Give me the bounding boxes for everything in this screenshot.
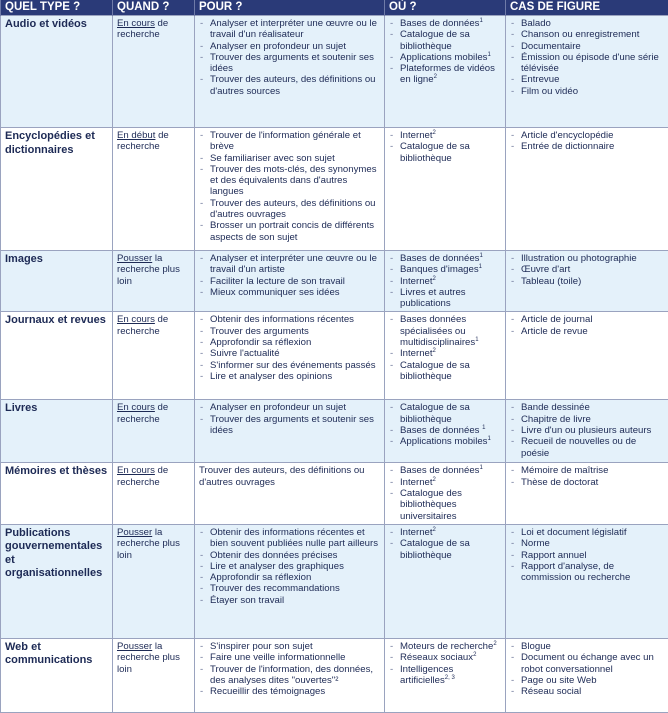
list-item: - Balado xyxy=(510,18,664,29)
list-item: - Documentaire xyxy=(510,41,664,52)
cell-ou xyxy=(385,312,506,400)
list-item: - Document ou échange avec un robot conversationnel xyxy=(510,652,664,675)
source-name: Bases de données xyxy=(400,18,479,29)
list-item: - Approfondir sa réflexion xyxy=(199,337,380,348)
footnote-marker: 1 xyxy=(479,264,482,270)
table-row xyxy=(1,638,668,712)
cell-pour xyxy=(195,524,385,638)
list-item: - Analyser et interpréter une œuvre ou le travail d'un réalisateur xyxy=(199,18,380,41)
list-item: - Analyser en profondeur un sujet xyxy=(199,402,380,413)
list-item: - Faciliter la lecture de son travail xyxy=(199,276,380,287)
footnote-marker: 2 xyxy=(433,276,436,282)
cell-type: Web et communications xyxy=(1,638,113,712)
footnote-marker: 2 xyxy=(433,348,436,354)
cell-cas xyxy=(506,463,668,524)
cell-pour xyxy=(195,463,385,524)
list-item: - Trouver des recommandations xyxy=(199,583,380,594)
list-item: - Rapport annuel xyxy=(510,550,664,561)
source-name: Plateformes de vidéos en ligne xyxy=(400,63,495,85)
cell-quand xyxy=(113,128,195,251)
list-item xyxy=(389,287,501,310)
list-item xyxy=(389,465,501,476)
list-item: - Thèse de doctorat xyxy=(510,477,664,488)
cell-pour xyxy=(195,128,385,251)
header-ou: OÙ ? xyxy=(385,0,506,16)
ou-list xyxy=(389,465,501,521)
list-item: - Page ou site Web xyxy=(510,675,664,686)
list-item xyxy=(389,402,501,425)
table-row xyxy=(1,400,668,463)
table-row xyxy=(1,128,668,251)
cell-cas xyxy=(506,638,668,712)
list-item: - Trouver des auteurs, des définitions ou d'autres sources xyxy=(199,74,380,97)
source-name: Bases de données xyxy=(400,465,479,476)
cell-ou xyxy=(385,400,506,463)
list-item: - Brosser un portrait concis de différents aspects de son sujet xyxy=(199,220,380,243)
cas-list xyxy=(510,465,664,488)
cell-type: Audio et vidéos xyxy=(1,16,113,128)
header-quand: QUAND ? xyxy=(113,0,195,16)
list-item: - Article de journal xyxy=(510,314,664,325)
source-name: Catalogue des bibliothèques universitaires xyxy=(400,488,462,522)
source-name: Internet xyxy=(400,477,433,488)
header-quel-type: QUEL TYPE ? xyxy=(1,0,113,16)
list-item xyxy=(389,141,501,164)
list-item: - Mieux communiquer ses idées xyxy=(199,287,380,298)
list-item xyxy=(389,538,501,561)
list-item: - S'inspirer pour son sujet xyxy=(199,641,380,652)
list-item: - Obtenir des données précises xyxy=(199,550,380,561)
pour-list xyxy=(199,641,380,697)
quand-keyword: Pousser xyxy=(117,253,152,264)
footnote-marker: 2, 3 xyxy=(445,675,455,681)
list-item: - Lire et analyser des graphiques xyxy=(199,561,380,572)
cell-ou xyxy=(385,638,506,712)
list-item: - Obtenir des informations récentes xyxy=(199,314,380,325)
list-item xyxy=(389,276,501,287)
list-item: - Lire et analyser des opinions xyxy=(199,371,380,382)
cell-quand xyxy=(113,400,195,463)
footnote-marker: 1 xyxy=(487,436,490,442)
cell-pour xyxy=(195,16,385,128)
cell-quand xyxy=(113,524,195,638)
ou-list xyxy=(389,130,501,164)
list-item: - Illustration ou photographie xyxy=(510,253,664,264)
cell-pour xyxy=(195,251,385,312)
list-item xyxy=(389,360,501,383)
source-name: Moteurs de recherche xyxy=(400,641,493,652)
cell-quand xyxy=(113,463,195,524)
source-name: Catalogue de sa bibliothèque xyxy=(400,402,470,424)
list-item: - Trouver de l'information générale et brève xyxy=(199,130,380,153)
cell-cas xyxy=(506,251,668,312)
ou-list xyxy=(389,18,501,86)
list-item: - Trouver des arguments et soutenir ses idées xyxy=(199,52,380,75)
source-name: Applications mobiles xyxy=(400,52,487,63)
list-item: - S'informer sur des événements passés xyxy=(199,360,380,371)
list-item xyxy=(389,477,501,488)
cas-list xyxy=(510,527,664,583)
quand-keyword: En cours xyxy=(117,314,155,325)
list-item: - Chapitre de livre xyxy=(510,414,664,425)
quand-keyword: Pousser xyxy=(117,641,152,652)
list-item: - Obtenir des informations récentes et bien souvent publiées nulle part ailleurs xyxy=(199,527,380,550)
cell-cas xyxy=(506,128,668,251)
cell-ou xyxy=(385,251,506,312)
list-item: - Trouver des mots-clés, des synonymes et des équivalents dans d'autres langues xyxy=(199,164,380,198)
list-item: - Mémoire de maîtrise xyxy=(510,465,664,476)
pour-list xyxy=(199,130,380,243)
list-item: - Trouver des auteurs, des définitions ou d'autres ouvrages xyxy=(199,198,380,221)
list-item xyxy=(389,29,501,52)
cell-ou xyxy=(385,463,506,524)
list-item: - Se familiariser avec son sujet xyxy=(199,153,380,164)
list-item xyxy=(389,264,501,275)
source-name: Internet xyxy=(400,130,433,141)
list-item: - Suivre l'actualité xyxy=(199,348,380,359)
list-item xyxy=(389,253,501,264)
list-item xyxy=(389,425,501,436)
cell-quand xyxy=(113,312,195,400)
pour-list xyxy=(199,402,380,436)
cas-list xyxy=(510,641,664,697)
list-item: - Tableau (toile) xyxy=(510,276,664,287)
list-item: - Article d'encyclopédie xyxy=(510,130,664,141)
quand-text: la recherche plus loin xyxy=(117,253,180,287)
cas-list xyxy=(510,314,664,337)
list-item: - Livre d'un ou plusieurs auteurs xyxy=(510,425,664,436)
cas-list xyxy=(510,18,664,97)
source-name: Internet xyxy=(400,276,433,287)
list-item xyxy=(389,348,501,359)
pour-list xyxy=(199,18,380,97)
list-item xyxy=(389,130,501,141)
cell-type: Encyclopédies et dictionnaires xyxy=(1,128,113,251)
list-item xyxy=(389,652,501,663)
footnote-marker: 2 xyxy=(433,130,436,136)
ou-list xyxy=(389,253,501,309)
footnote-marker: 2 xyxy=(433,477,436,483)
source-name: Réseaux sociaux xyxy=(400,652,473,663)
cell-ou xyxy=(385,128,506,251)
quand-keyword: Pousser xyxy=(117,527,152,538)
source-name: Catalogue de sa bibliothèque xyxy=(400,538,470,560)
footnote-marker: 2 xyxy=(473,652,476,658)
cell-ou xyxy=(385,524,506,638)
cas-list xyxy=(510,130,664,153)
list-item xyxy=(389,664,501,687)
list-item: - Entrée de dictionnaire xyxy=(510,141,664,152)
cell-type: Journaux et revues xyxy=(1,312,113,400)
list-item xyxy=(389,18,501,29)
footnote-marker: 1 xyxy=(479,253,482,259)
cell-quand xyxy=(113,251,195,312)
footnote-marker: 1 xyxy=(487,52,490,58)
quand-text: de recherche xyxy=(117,314,168,336)
header-cas-de-figure: CAS DE FIGURE xyxy=(506,0,668,16)
cas-list xyxy=(510,253,664,287)
cell-cas xyxy=(506,312,668,400)
quand-text: la recherche plus loin xyxy=(117,527,180,561)
list-item: - Trouver de l'information, des données, des analyses dites "ouvertes"² xyxy=(199,664,380,687)
table-row xyxy=(1,16,668,128)
list-item: - Œuvre d'art xyxy=(510,264,664,275)
cell-type: Livres xyxy=(1,400,113,463)
source-name: Internet xyxy=(400,348,433,359)
list-item: - Chanson ou enregistrement xyxy=(510,29,664,40)
footnote-marker: 2 xyxy=(433,527,436,533)
list-item: - Approfondir sa réflexion xyxy=(199,572,380,583)
list-item: - Émission ou épisode d'une série télévisée xyxy=(510,52,664,75)
ou-list xyxy=(389,402,501,447)
list-item: - Entrevue xyxy=(510,74,664,85)
footnote-marker: 2 xyxy=(434,74,437,80)
footnote-marker: 1 xyxy=(479,465,482,471)
list-item xyxy=(389,641,501,652)
quand-text: de recherche xyxy=(117,402,168,424)
source-name: Bases de données xyxy=(400,253,479,264)
cell-cas xyxy=(506,524,668,638)
source-name: Bases de données xyxy=(400,425,482,436)
cell-quand xyxy=(113,16,195,128)
list-item xyxy=(389,436,501,447)
source-name: Catalogue de sa bibliothèque xyxy=(400,360,470,382)
list-item: - Recueillir des témoignages xyxy=(199,686,380,697)
cell-pour xyxy=(195,400,385,463)
quand-keyword: En cours xyxy=(117,402,155,413)
list-item: - Faire une veille informationnelle xyxy=(199,652,380,663)
list-item: - Norme xyxy=(510,538,664,549)
source-name: Bases données spécialisées ou multidisciplinaires xyxy=(400,314,475,348)
table-row xyxy=(1,251,668,312)
source-name: Internet xyxy=(400,527,433,538)
list-item xyxy=(389,314,501,348)
header-pour: POUR ? xyxy=(195,0,385,16)
list-item xyxy=(389,63,501,86)
table-row xyxy=(1,463,668,524)
list-item: - Réseau social xyxy=(510,686,664,697)
source-name: Intelligences artificielles xyxy=(400,664,453,686)
cell-type: Mémoires et thèses xyxy=(1,463,113,524)
cell-quand xyxy=(113,638,195,712)
cell-cas xyxy=(506,400,668,463)
footnote-marker: 2 xyxy=(493,641,496,647)
footnote-marker: 1 xyxy=(475,337,478,343)
quand-keyword: En cours xyxy=(117,465,155,476)
list-item: - Blogue xyxy=(510,641,664,652)
quand-keyword: En cours xyxy=(117,18,155,29)
source-name: Catalogue de sa bibliothèque xyxy=(400,29,470,51)
ou-list xyxy=(389,641,501,686)
list-item xyxy=(389,527,501,538)
list-item: - Recueil de nouvelles ou de poésie xyxy=(510,436,664,459)
list-item: - Analyser en profondeur un sujet xyxy=(199,41,380,52)
list-item: - Trouver des arguments xyxy=(199,326,380,337)
pour-text: Trouver des auteurs, des définitions ou d'autres ouvrages xyxy=(199,465,380,488)
pour-list xyxy=(199,527,380,606)
ou-list xyxy=(389,527,501,561)
cell-pour xyxy=(195,638,385,712)
source-name: Catalogue de sa bibliothèque xyxy=(400,141,470,163)
footnote-marker: 1 xyxy=(482,425,485,431)
table-row xyxy=(1,524,668,638)
list-item: - Étayer son travail xyxy=(199,595,380,606)
cell-type: Publications gouvernementales et organisationnelles xyxy=(1,524,113,638)
quand-keyword: En début xyxy=(117,130,155,141)
list-item xyxy=(389,52,501,63)
cas-list xyxy=(510,402,664,458)
list-item: - Loi et document législatif xyxy=(510,527,664,538)
table-row xyxy=(1,312,668,400)
quand-text: de recherche xyxy=(117,18,168,40)
list-item: - Analyser et interpréter une œuvre ou le travail d'un artiste xyxy=(199,253,380,276)
list-item: - Trouver des arguments et soutenir ses idées xyxy=(199,414,380,437)
quand-text: de recherche xyxy=(117,130,169,152)
source-name: Banques d'images xyxy=(400,264,479,275)
source-name: Applications mobiles xyxy=(400,436,487,447)
cell-ou xyxy=(385,16,506,128)
pour-list xyxy=(199,314,380,382)
cell-pour xyxy=(195,312,385,400)
quand-text: la recherche plus loin xyxy=(117,641,180,675)
list-item: - Rapport d'analyse, de commission ou recherche xyxy=(510,561,664,584)
ou-list xyxy=(389,314,501,382)
cell-cas xyxy=(506,16,668,128)
list-item: - Film ou vidéo xyxy=(510,86,664,97)
list-item: - Article de revue xyxy=(510,326,664,337)
source-name: Livres et autres publications xyxy=(400,287,466,309)
header-row xyxy=(1,0,668,16)
list-item: - Bande dessinée xyxy=(510,402,664,413)
footnote-marker: 1 xyxy=(479,18,482,24)
list-item xyxy=(389,488,501,522)
cell-type: Images xyxy=(1,251,113,312)
quand-text: de recherche xyxy=(117,465,168,487)
pour-list xyxy=(199,253,380,298)
